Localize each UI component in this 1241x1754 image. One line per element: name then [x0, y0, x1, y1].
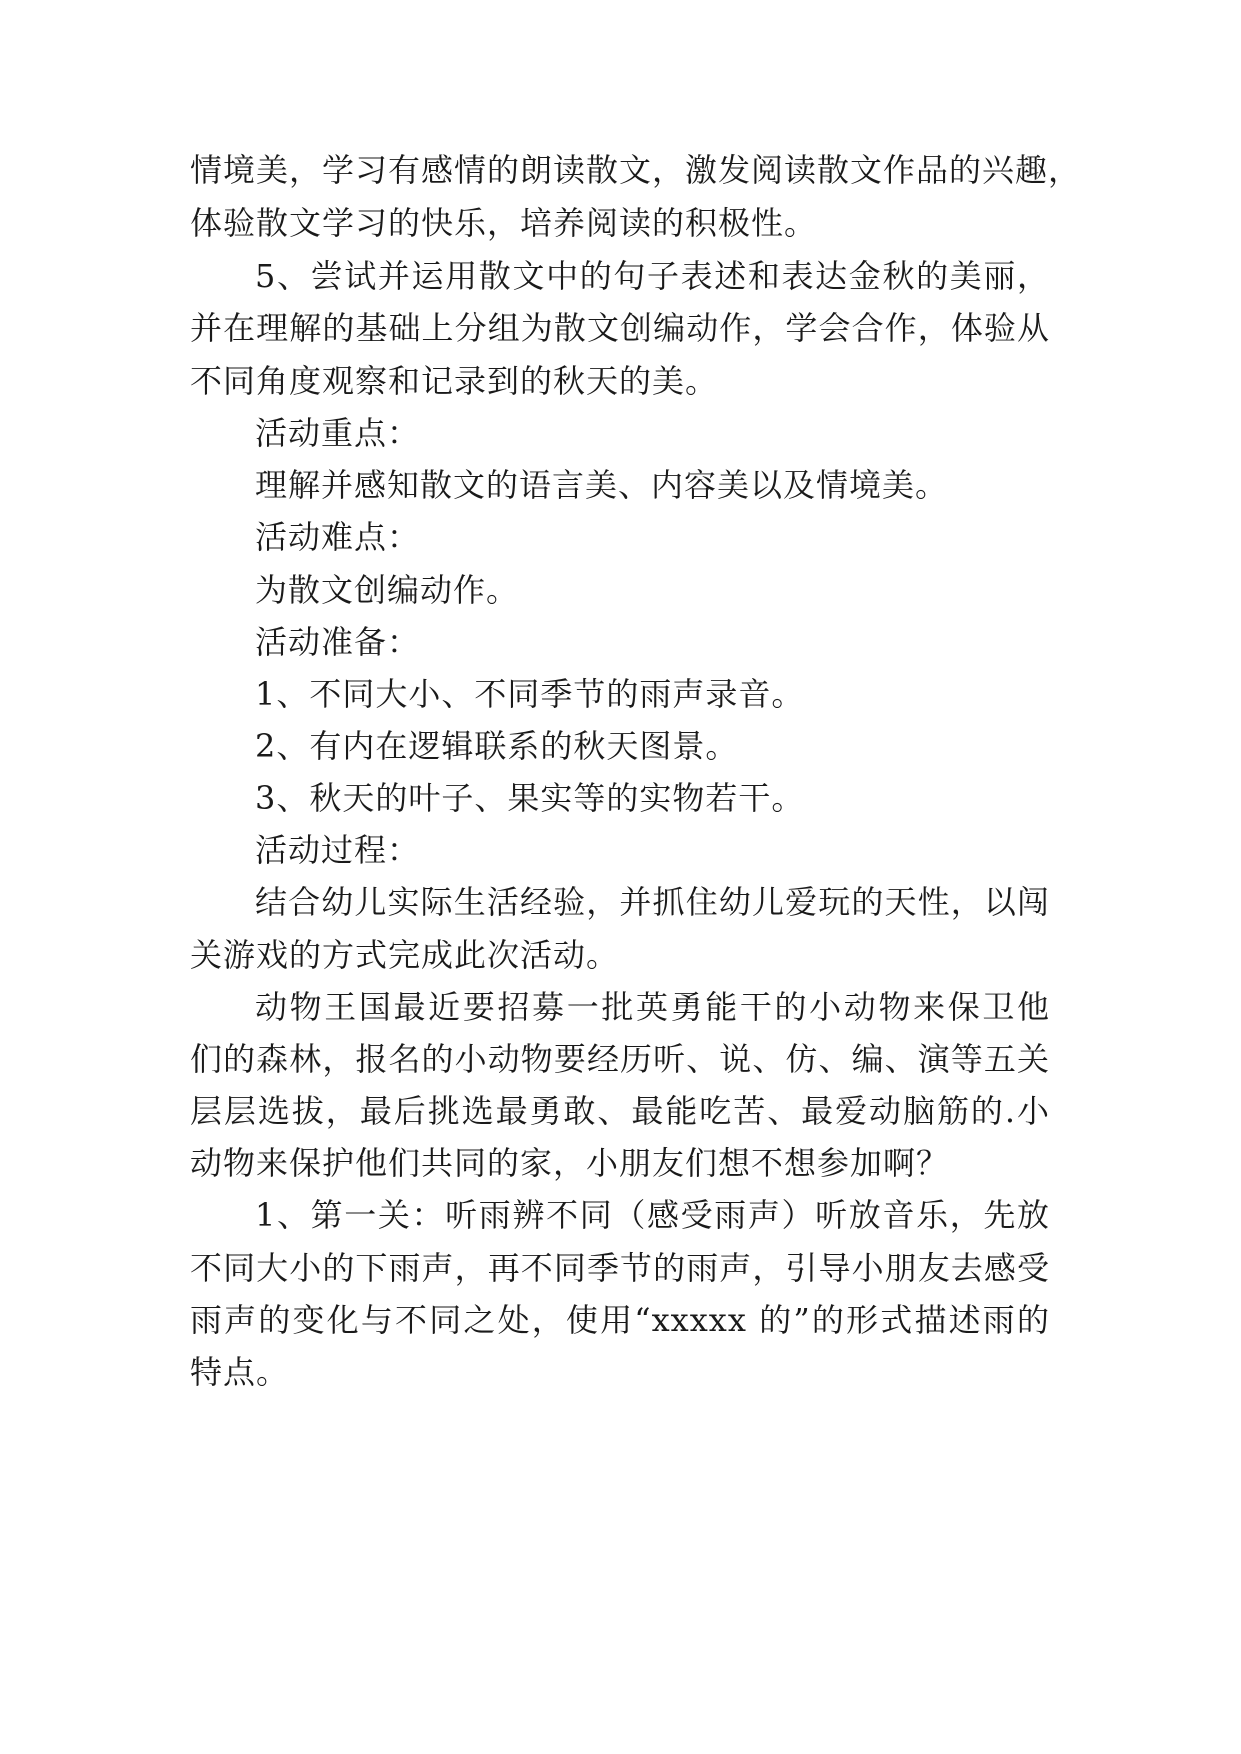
text-line: 关游戏的方式完成此次活动。: [190, 936, 620, 974]
text-line: 特点。: [190, 1353, 290, 1391]
text-line: 5、尝试并运用散文中的句子表述和表达金秋的美丽，: [255, 257, 1050, 295]
section-heading: 活动难点：: [255, 518, 421, 556]
text-line: 理解并感知散文的语言美、内容美以及情境美。: [255, 466, 949, 504]
text-line: 情境美，学习有感情的朗读散文，激发阅读散文作品的兴趣，: [190, 151, 1082, 189]
section-heading: 活动重点：: [255, 414, 421, 452]
text-line: 动物来保护他们共同的家，小朋友们想不想参加啊？: [190, 1144, 950, 1182]
text-line: 1、不同大小、不同季节的雨声录音。: [255, 675, 805, 713]
text-line: 2、有内在逻辑联系的秋天图景。: [255, 727, 739, 765]
text-line: 雨声的变化与不同之处，使用“xxxxx 的”的形式描述雨的: [190, 1301, 1050, 1339]
text-line: 结合幼儿实际生活经验，并抓住幼儿爱玩的天性，以闯: [255, 883, 1050, 921]
text-line: 动物王国最近要招募一批英勇能干的小动物来保卫他: [255, 988, 1050, 1026]
section-heading: 活动过程：: [255, 831, 421, 869]
text-line: 不同角度观察和记录到的秋天的美。: [190, 362, 719, 400]
text-line: 3、秋天的叶子、果实等的实物若干。: [255, 779, 805, 817]
text-line: 体验散文学习的快乐，培养阅读的积极性。: [190, 204, 818, 242]
text-line: 层层选拔，最后挑选最勇敢、最能吃苦、最爱动脑筋的.小: [190, 1092, 1050, 1130]
text-line: 们的森林，报名的小动物要经历听、说、仿、编、演等五关: [190, 1040, 1050, 1078]
text-line: 为散文创编动作。: [255, 571, 520, 609]
text-line: 并在理解的基础上分组为散文创编动作，学会合作，体验从: [190, 309, 1050, 347]
text-line: 1、第一关：听雨辨不同（感受雨声）听放音乐，先放: [255, 1196, 1050, 1234]
text-line: 不同大小的下雨声，再不同季节的雨声，引导小朋友去感受: [190, 1249, 1050, 1287]
section-heading: 活动准备：: [255, 623, 421, 661]
